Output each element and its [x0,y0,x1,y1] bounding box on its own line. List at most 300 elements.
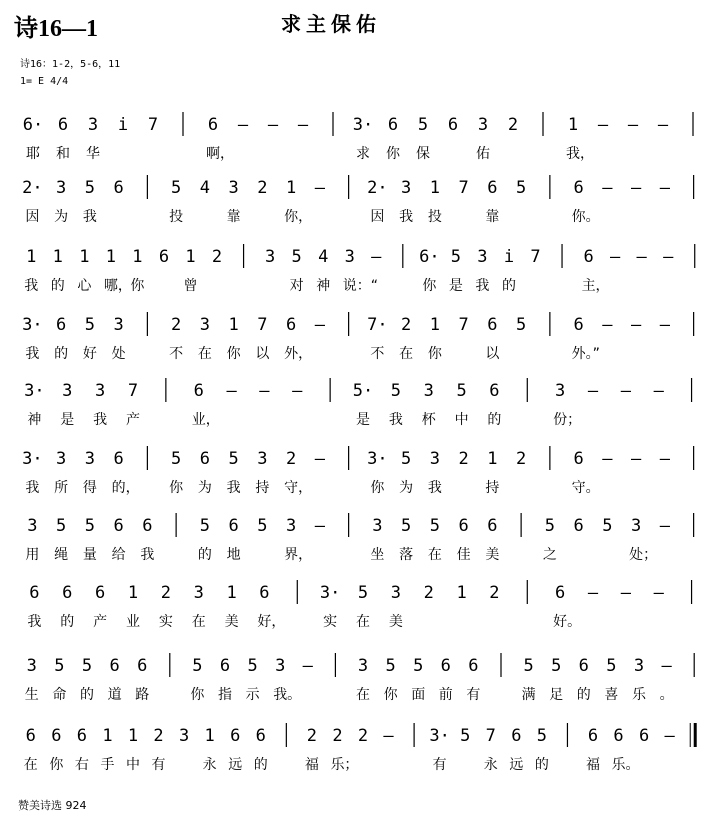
lyric: 乐。 [611,757,640,773]
lyric: 实 [158,614,173,630]
note: 5 [523,656,534,676]
note: 6 [487,178,498,198]
note: 2 [357,726,369,746]
note: 3 [344,247,355,267]
lyric: 永 [202,757,217,773]
lyric: 远 [509,757,524,773]
lyric: 示 [245,687,260,703]
lyric: 投 [169,209,184,225]
note: 6 [193,381,204,401]
note: 5 [84,315,95,335]
note: 6 [230,726,241,746]
note: 1 [226,583,237,603]
lyric: 前 [438,687,453,703]
lyric: 乐； [330,757,359,773]
lyric: 持 [485,480,500,496]
note: 5 [401,449,412,469]
note: – [659,178,670,198]
note: 5 [390,381,401,401]
note: 6 [56,315,67,335]
note: 5 [54,656,65,676]
note: 3 [264,247,276,267]
lyric: 给 [111,547,126,563]
note: 6 [259,583,270,603]
note: – [267,115,279,135]
note: 1 [567,115,579,135]
lyric: 有 [466,687,481,703]
lyric: 你 [422,278,437,294]
lyric: 我。 [273,687,302,703]
lyric: 的， [111,480,140,496]
note: 3 [357,656,369,676]
note: 6 [142,516,153,536]
note: 1 [487,449,498,469]
lyric: 美 [224,614,239,630]
lyric: 是 [60,412,75,428]
lyric: 你 [383,687,398,703]
note: 1 [228,315,239,335]
lyric: 好， [257,614,286,630]
note: 6 [613,726,624,746]
note: – [602,178,613,198]
note: 6 [555,583,566,603]
note: 6 [51,726,62,746]
note: 5 [171,449,182,469]
lyric: 命 [52,687,67,703]
note: 2· [367,178,388,198]
note: 5 [357,583,369,603]
note: 6 [219,656,231,676]
scripture-reference: 诗16：1-2，5-6，11 [20,59,121,70]
lyric: 你， [284,209,313,225]
note: 6 [573,315,584,335]
note: 5 [516,178,527,198]
note: 6 [62,583,73,603]
note: 1 [456,583,467,603]
lyric: 你 [226,346,241,362]
note: – [226,381,237,401]
note: 7 [147,115,159,135]
note: 6 [286,315,297,335]
lyric: 华 [86,146,100,162]
note: 3 [199,315,210,335]
lyric: 你 [190,687,205,703]
note: 3· [429,726,450,746]
note: 6 [587,726,599,746]
lyric: 乐 [632,687,646,703]
note: 3 [390,583,401,603]
note: – [659,315,670,335]
lyric: 外。” [571,346,600,362]
note: 3 [477,247,488,267]
lyric: 说：“ [342,278,378,294]
note: 4 [199,178,210,198]
note: 6 [109,656,120,676]
note: 7· [367,315,388,335]
note: 3 [633,656,645,676]
note: – [587,583,599,603]
lyric: 你。 [571,209,600,225]
note: 2 [458,449,469,469]
lyric: 永 [483,757,498,773]
note: 6 [76,726,88,746]
lyric: 中 [126,757,140,773]
note: – [636,247,647,267]
lyric: 绳 [54,547,69,563]
lyric: 好 [82,346,97,362]
note: 1 [127,726,139,746]
note: 3 [193,583,204,603]
lyric: 地 [226,547,241,563]
lyric: 我 [427,480,442,496]
note: 6 [199,449,210,469]
note: 2 [489,583,500,603]
note: 6 [578,656,589,676]
lyric: 我 [388,412,403,428]
lyric: 的 [80,687,94,703]
note: i [503,247,515,267]
note: 5 [456,381,467,401]
note: i [117,115,129,135]
note: – [631,449,642,469]
note: – [383,726,394,746]
note: – [631,315,642,335]
lyric: 为 [197,480,212,496]
lyric: 耶 [26,146,40,162]
note: 3 [56,449,67,469]
note: 6· [22,115,44,135]
note: 1 [429,315,440,335]
note: – [659,449,670,469]
note: 1 [105,247,117,267]
lyric: 啊， [206,146,234,162]
note: 5 [544,516,555,536]
note: 3 [275,656,286,676]
note: 5 [199,516,210,536]
lyric: 有 [432,757,447,773]
note: – [620,381,631,401]
lyric: 福 [304,757,319,773]
note: 3 [84,449,95,469]
lyric: 佑 [476,146,490,162]
lyric: 所 [54,480,69,496]
lyric: 在 [23,757,38,773]
note: – [659,516,670,536]
lyric: 外， [284,346,313,362]
hymn-number: 诗16—1 [14,16,98,42]
lyric: 落 [399,547,414,563]
note: 5 [413,656,424,676]
lyric: 保 [416,146,430,162]
note: 3 [631,516,642,536]
note: – [314,315,325,335]
note: 7 [127,381,139,401]
note: – [259,381,270,401]
note: 6 [158,247,170,267]
lyric: 佳 [456,547,471,563]
note: 3 [372,516,383,536]
lyric: 我 [82,209,97,225]
note: 3 [555,381,566,401]
lyric: 和 [56,146,70,162]
note: – [297,115,309,135]
note: – [627,115,639,135]
note: – [653,381,664,401]
lyric: 在 [356,614,370,630]
lyric: 不 [169,346,184,362]
lyric: 是 [356,412,370,428]
lyric: 你 [370,480,385,496]
lyric: 靠 [485,209,500,225]
note: 6 [113,178,124,198]
note: 6 [487,315,498,335]
lyric: 为 [54,209,69,225]
lyric: 指 [218,687,232,703]
lyric: 界， [284,547,313,563]
lyric: 业 [126,614,140,630]
lyric: 生 [24,687,39,703]
note: 3 [26,656,37,676]
lyric: 我 [24,278,39,294]
note: – [664,726,675,746]
note: 5 [460,726,471,746]
lyric: 因 [370,209,385,225]
lyric: 实 [323,614,338,630]
lyric: 靠 [226,209,241,225]
lyric: 我 [140,547,155,563]
note: 5 [192,656,203,676]
lyric: 我 [93,412,108,428]
note: 4 [318,247,329,267]
note: 1 [102,726,113,746]
note: 2· [22,178,43,198]
lyric: 在 [399,346,414,362]
note: 3 [401,178,412,198]
note: 1 [26,247,37,267]
lyric: 杯 [421,412,436,428]
lyric: 你 [130,278,145,294]
note: 6 [113,516,124,536]
source-note: 赞美诗选 924 [18,799,87,812]
note: – [314,178,325,198]
lyric: 为 [399,480,414,496]
note: 6 [583,247,594,267]
lyric: 你 [427,346,442,362]
note: 1 [286,178,297,198]
note: – [587,381,599,401]
note: – [663,247,674,267]
lyric: 喜 [604,687,619,703]
lyric: 我 [27,614,42,630]
note: 3 [423,381,434,401]
note: 5 [417,115,429,135]
note: 6 [95,583,106,603]
lyric: 守。 [571,480,600,496]
lyric: 业， [191,412,220,428]
note: 5 [385,656,396,676]
note: 3 [56,178,67,198]
note: 2 [160,583,171,603]
lyric: 的 [487,412,502,428]
note: 5 [84,516,95,536]
lyric: 我 [399,209,414,225]
note: 5 [450,247,462,267]
note: – [371,247,382,267]
note: – [657,115,669,135]
lyric: 对 [289,278,304,294]
note: 3 [87,115,99,135]
note: 6 [489,381,500,401]
lyric: 守， [284,480,313,496]
note: 5 [247,656,258,676]
lyric: 你 [386,146,400,162]
note: 3· [22,449,43,469]
note: – [314,449,325,469]
lyric: 的 [197,547,212,563]
lyric: 的 [60,614,75,630]
note: 6 [29,583,40,603]
note: – [314,516,325,536]
note: 1 [79,247,90,267]
lyric: 的 [534,757,549,773]
note: 5 [228,449,239,469]
note: 2 [153,726,164,746]
lyric: 因 [25,209,40,225]
note: 6 [25,726,36,746]
key-signature: 1= E 4/4 [20,76,69,87]
lyric: 福 [586,757,600,773]
lyric: 是 [448,278,463,294]
lyric: 产 [126,412,140,428]
lyric: 我， [566,146,594,162]
lyric: 面 [411,687,426,703]
note: 2 [286,449,297,469]
note: 7 [257,315,268,335]
lyric: 我 [25,480,40,496]
note: 2 [401,315,412,335]
hymn-title: 求主保佑 [281,14,381,36]
note: 2 [423,583,434,603]
note: 5 [551,656,562,676]
note: 6 [137,656,148,676]
note: 6 [458,516,469,536]
note: 3 [113,315,124,335]
lyric: 好。 [553,614,582,630]
note: – [302,656,313,676]
lyric: 神 [316,278,331,294]
lyric: 我 [226,480,241,496]
note: 2 [306,726,318,746]
lyric: 之 [542,547,557,563]
note: 5 [429,516,440,536]
note: 2 [507,115,519,135]
note: 5 [84,178,95,198]
lyric: 路 [135,687,150,703]
note: 7 [458,178,469,198]
note: 6 [487,516,498,536]
note: 1 [185,247,196,267]
lyric: 处 [111,346,126,362]
lyric: 主， [581,278,610,294]
note: 7 [458,315,469,335]
lyric: 在 [191,614,206,630]
lyric: 量 [82,547,97,563]
note: 3· [319,583,341,603]
lyric: 持 [255,480,270,496]
note: 5 [536,726,548,746]
note: – [237,115,249,135]
note: 6 [447,115,459,135]
lyric: 道 [107,687,122,703]
lyric: 我 [25,346,40,362]
note: – [661,656,672,676]
note: 6 [440,656,451,676]
note: 1 [429,178,440,198]
note: 5 [171,178,182,198]
note: 3 [477,115,489,135]
note: 3 [228,178,239,198]
lyric: 神 [27,412,42,428]
note: 7 [530,247,541,267]
note: – [602,315,613,335]
lyric: 你 [169,480,184,496]
lyric: 足 [549,687,564,703]
note: – [653,583,664,603]
lyric: 产 [93,614,108,630]
note: – [292,381,303,401]
note: 1 [127,583,139,603]
lyric: 的 [54,346,69,362]
note: 3· [22,315,43,335]
note: 5 [81,656,93,676]
lyric: 美 [485,547,500,563]
lyric: 你 [49,757,64,773]
lyric: 求 [356,146,370,162]
note: 2 [171,315,182,335]
note: 3 [27,516,38,536]
lyric: 曾 [183,278,198,294]
lyric: 在 [427,547,442,563]
note: 5 [257,516,268,536]
lyric: 满 [521,687,536,703]
lyric: 不 [370,346,385,362]
note: 3· [367,449,388,469]
note: 6 [638,726,650,746]
note: 6 [511,726,522,746]
note: 3 [429,449,440,469]
note: 6 [113,449,124,469]
lyric: 用 [25,547,40,563]
note: 2 [257,178,268,198]
note: 3 [257,449,268,469]
lyric: 的 [501,278,516,294]
lyric: 在 [356,687,370,703]
lyric: 远 [228,757,243,773]
note: 1 [52,247,63,267]
lyric: 投 [427,209,442,225]
note: 3 [178,726,190,746]
note: 6· [419,247,440,267]
note: 5 [291,247,302,267]
lyric: 份； [553,412,582,428]
lyric: 美 [388,614,403,630]
lyric: 以 [485,346,500,362]
lyric: 的 [576,687,591,703]
note: 3 [286,516,297,536]
lyric: 的 [50,278,65,294]
lyric: 有 [151,757,166,773]
note: 3· [352,115,374,135]
